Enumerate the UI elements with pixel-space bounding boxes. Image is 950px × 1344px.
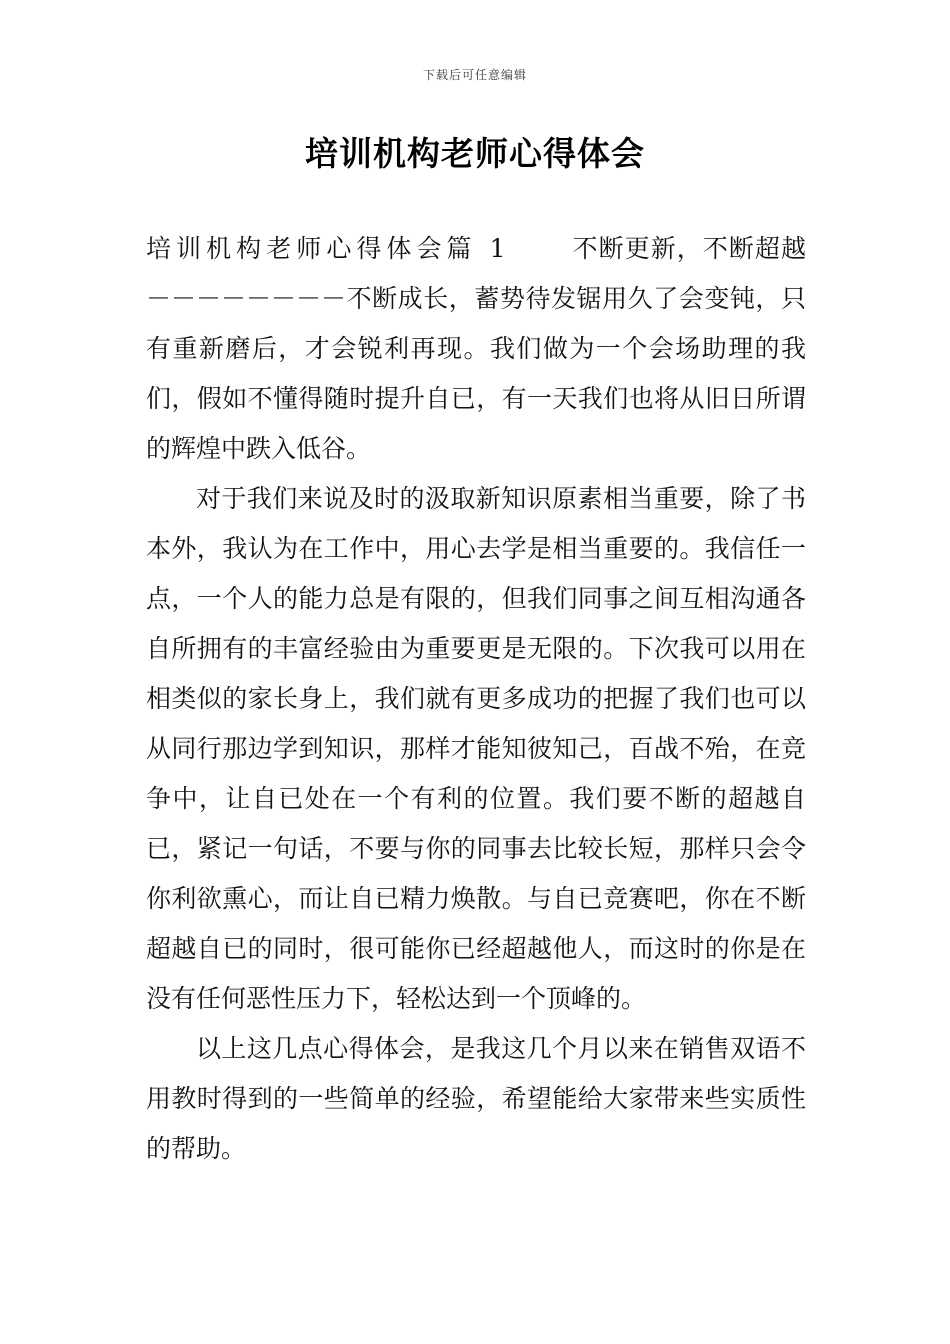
paragraph-learning: 对于我们来说及时的汲取新知识原素相当重要，除了书本外，我认为在工作中，用心去学是相当重要的。我信任一点，一个人的能力总是有限的，但我们同事之间互相沟通各自所拥有的丰富经验由为重要更是无限的。下次我可以用在相类似的家长身上，我们就有更多成功的把握了我们也可以从同行那边学到知识，那样才能知彼知己，百战不殆，在竞争中，让自已处在一个有利的位置。我们要不断的超越自已，紧记一句话，不要与你的同事去比较长短，那样只会令你利欲熏心，而让自已精力焕散。与自已竞赛吧，你在不断超越自已的同时，很可能你已经超越他人，而这时的你是在没有任何恶性压力下，轻松达到一个顶峰的。 — [146, 484, 806, 1013]
page-header-note: 下载后可任意编辑 — [422, 68, 527, 82]
document-body — [146, 224, 806, 1174]
paragraph-text: 不断更新，不断超越－－－－－－－－不断成长，蓄势待发锯用久了会变钝，只有重新磨后，才会锐利再现。我们做为一个会场助理的我们，假如不懂得随时提升自已，有一天我们也将从旧日所谓的辉煌中跌入低谷。 — [146, 234, 806, 463]
paragraph-conclusion: 以上这几点心得体会，是我这几个月以来在销售双语不用教时得到的一些简单的经验，希望能给大家带来些实质性的帮助。 — [146, 1034, 806, 1163]
document-title: 培训机构老师心得体会 — [305, 134, 645, 173]
section-heading: 培训机构老师心得体会篇 1 — [146, 234, 510, 263]
paragraph-intro — [146, 224, 806, 474]
